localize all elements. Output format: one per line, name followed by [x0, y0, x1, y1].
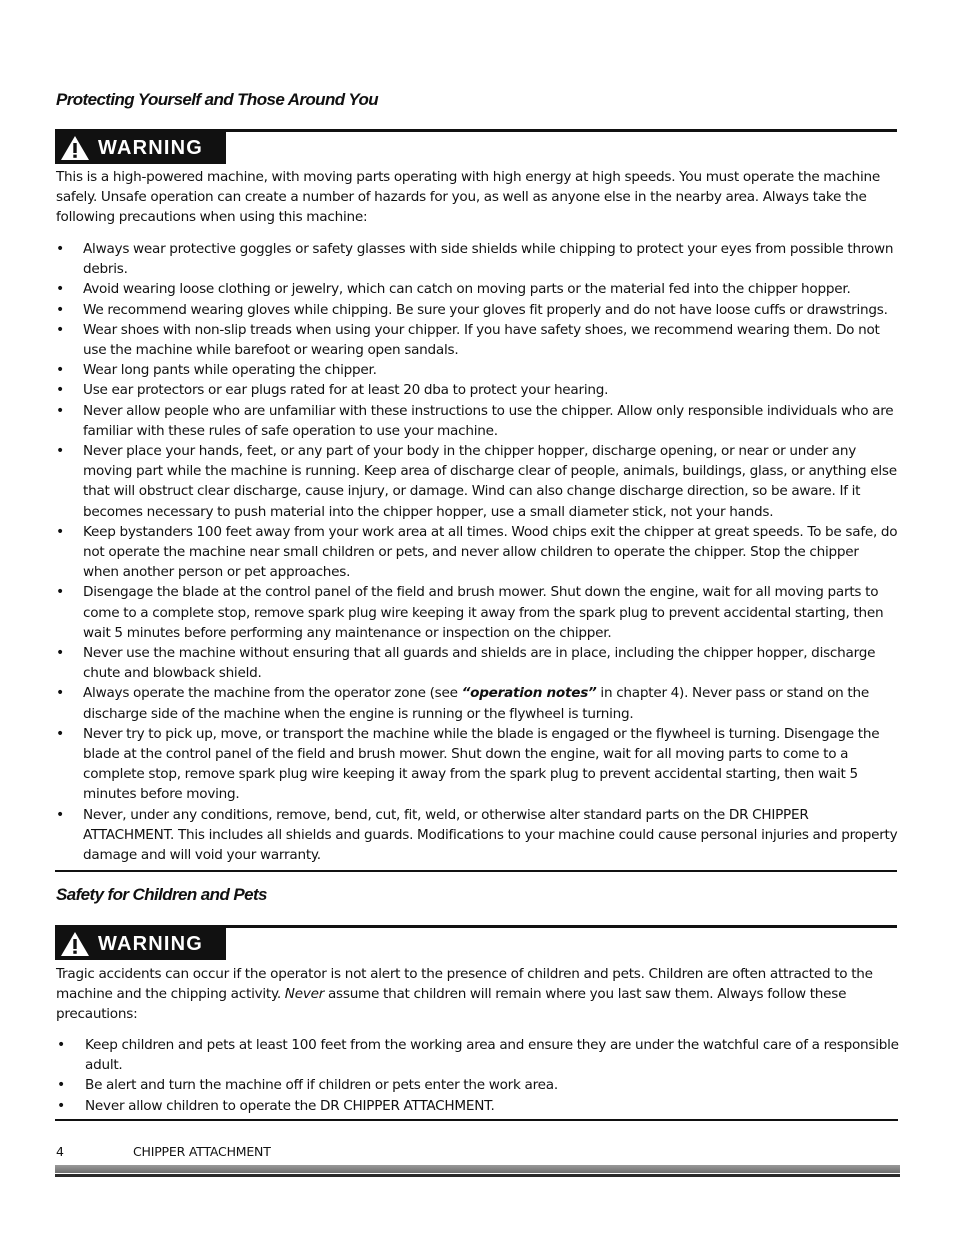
section-heading-protecting: Protecting Yourself and Those Around You	[56, 90, 379, 109]
warning-label: WARNING	[98, 136, 204, 159]
list-item: • Never use the machine without ensuring that all guards and shields are in place, including the chipper hopper, discharge chute and blowback shield.	[56, 643, 898, 683]
intro-text: assume that children will remain where you last saw them. Always follow these precautions:	[56, 986, 847, 1023]
list-item	[56, 683, 898, 723]
footer-title: CHIPPER ATTACHMENT	[133, 1144, 271, 1159]
precautions-list	[56, 239, 898, 865]
list-item: • Avoid wearing loose clothing or jewelry, which can catch on moving parts or the material fed into the chipper hopper.	[56, 279, 898, 299]
intro-text: Tragic accidents can occur if the operator is not alert to the presence of children and pets. Children are often attracted to the machine and the chipping activity.	[56, 966, 873, 1003]
list-item: • Use ear protectors or ear plugs rated for at least 20 dba to protect your hearing.	[56, 380, 898, 400]
warning-label: WARNING	[98, 932, 204, 955]
section-heading-children-pets: Safety for Children and Pets	[56, 885, 267, 904]
section-intro	[56, 964, 896, 1025]
list-item: • Wear shoes with non-slip treads when using your chipper. If you have safety shoes, we recommend wearing them. Do not use the machine while barefoot or wearing open sandals.	[56, 320, 898, 360]
list-item: • Never allow people who are unfamiliar with these instructions to use the chipper. Allow only responsible individuals who are familiar with these rules of safe operation to use your machine.	[56, 401, 898, 441]
page-number: 4	[56, 1144, 64, 1159]
list-item: • Never place your hands, feet, or any part of your body in the chipper hopper, discharge opening, or near or under any moving part while the machine is running. Keep area of discharge clear of people, animals, buildings, glass, or anything else that will obstruct clear discharge, cause injury, or damage. Wind can also change discharge direction, so be aware. If it becomes necessary to push material into the chipper hopper, use a small diameter stick, not your hands.	[56, 441, 898, 522]
warning-banner	[55, 928, 226, 960]
warning-banner	[55, 132, 226, 164]
list-item: • Always wear protective goggles or safety glasses with side shields while chipping to protect your eyes from possible thrown debris.	[56, 239, 898, 279]
list-item-text: in chapter 4). Never pass or stand on the discharge side of the machine when the engine is running or the flywheel is turning.	[83, 685, 869, 722]
list-item: • We recommend wearing gloves while chipping. Be sure your gloves fit properly and do not have loose cuffs or drawstrings.	[56, 300, 898, 320]
intro-emphasis: Never	[284, 986, 325, 1003]
list-item: • Wear long pants while operating the chipper.	[56, 360, 898, 380]
children-precautions-list	[57, 1035, 899, 1116]
section-intro: This is a high-powered machine, with moving parts operating with high energy at high speeds. You must operate the machine safely. Unsafe operation can create a number of hazards for you, as well as anyone else in the nearby area. Always take the following precautions when using this machine:	[56, 169, 880, 226]
list-item: • Never, under any conditions, remove, bend, cut, fit, weld, or otherwise alter standard parts on the DR CHIPPER ATTACHMENT. This includes all shields and guards. Modifications to your machine could cause personal injuries and property damage and will void your warranty.	[56, 805, 898, 866]
operation-notes-reference: “operation notes”	[461, 685, 597, 702]
list-item: • Never try to pick up, move, or transport the machine while the blade is engaged or the flywheel is turning. Disengage the blade at the control panel of the field and brush mower. Shut down the engine, wait for all moving parts to come to a complete stop, remove spark plug wire keeping it away from the spark plug to prevent accidental starting, then wait 5 minutes before moving.	[56, 724, 898, 805]
list-item: • Never allow children to operate the DR CHIPPER ATTACHMENT.	[57, 1096, 899, 1116]
list-item-text: Always operate the machine from the operator zone (see	[83, 685, 462, 702]
list-item: • Be alert and turn the machine off if children or pets enter the work area.	[57, 1075, 899, 1095]
warning-triangle-icon	[60, 931, 90, 957]
list-item: • Disengage the blade at the control panel of the field and brush mower. Shut down the engine, wait for all moving parts to come to a complete stop, remove spark plug wire keeping it away from the spark plug to prevent accidental starting, then wait 5 minutes before performing any maintenance or inspection on the chipper.	[56, 582, 898, 643]
list-item: • Keep bystanders 100 feet away from your work area at all times. Wood chips exit the chipper at great speeds. To be safe, do not operate the machine near small children or pets, and never allow children to operate the chipper. Stop the chipper when another person or pet approaches.	[56, 522, 898, 583]
warning-triangle-icon	[60, 135, 90, 161]
section-bottom-rule	[55, 1119, 898, 1121]
list-item: • Keep children and pets at least 100 feet from the working area and ensure they are under the watchful care of a responsible adult.	[57, 1035, 899, 1075]
footer-bar	[55, 1165, 900, 1179]
section-bottom-rule	[55, 870, 897, 872]
